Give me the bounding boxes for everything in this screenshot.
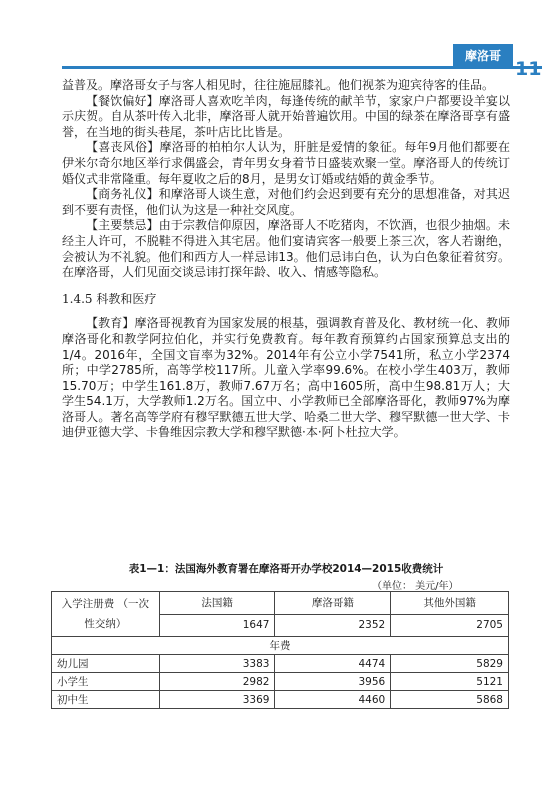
table-cell: 2982 bbox=[159, 673, 275, 691]
row-label: 幼儿园 bbox=[52, 655, 160, 673]
paragraph: 益普及。摩洛哥女子与客人相见时，往往施屈膝礼。他们视茶为迎宾待客的佳品。 bbox=[62, 78, 495, 92]
paragraph-business: 【商务礼仪】和摩洛哥人谈生意，对他们约会迟到要有充分的思想准备，对其迟到不要有责怪，他们认为这是一种社交风度。 bbox=[62, 187, 510, 217]
paragraph-dining: 【餐饮偏好】摩洛哥人喜欢吃羊肉，每逢传统的献羊节，家家户户都要设羊宴以示庆贺。自从茶叶传入北非，摩洛哥人就开始普遍饮用。中国的绿茶在摩洛哥享有盛誉，在当地的街头巷尾，茶叶店比比皆是。 bbox=[62, 93, 510, 139]
table-cell: 4474 bbox=[275, 655, 391, 673]
page-number: 11 bbox=[515, 58, 542, 80]
header-rule bbox=[62, 66, 542, 69]
table-cell: 1647 bbox=[159, 614, 275, 637]
table-cell: 5121 bbox=[391, 673, 509, 691]
table-cell: 3383 bbox=[159, 655, 275, 673]
fee-table bbox=[51, 591, 509, 709]
table-cell: 5868 bbox=[391, 691, 509, 709]
registration-header: 入学注册费 （一次性交纳） bbox=[52, 592, 160, 637]
col-header-moroccan: 摩洛哥籍 bbox=[275, 592, 391, 615]
table-unit: （单位： 美元/年） bbox=[372, 581, 459, 592]
table-cell: 5829 bbox=[391, 655, 509, 673]
table-row bbox=[52, 655, 509, 673]
row-label: 小学生 bbox=[52, 673, 160, 691]
row-label: 初中生 bbox=[52, 691, 160, 709]
paragraph-customs: 【喜丧风俗】摩洛哥的柏柏尔人认为，肝脏是爱情的象征。每年9月他们都要在伊米尔奇尔地区举行求偶盛会，青年男女身着节日盛装欢聚一堂。摩洛哥人的传统订婚仪式非常隆重。每年夏收之后的8月，是男女订婚或结婚的黄金季节。 bbox=[62, 140, 510, 186]
table-caption: 表1—1：法国海外教育署在摩洛哥开办学校2014—2015收费统计 bbox=[128, 563, 444, 575]
table-cell: 2352 bbox=[275, 614, 391, 637]
col-header-french: 法国籍 bbox=[159, 592, 275, 615]
col-header-other: 其他外国籍 bbox=[391, 592, 509, 615]
paragraph-taboos: 【主要禁忌】由于宗教信仰原因，摩洛哥人不吃猪肉，不饮酒，也很少抽烟。未经主人许可，不脱鞋不得进入其宅居。他们宴请宾客一般要上茶三次，客人若谢绝，会被认为不礼貌。他们和西方人一样忌讳13。他们忌讳白色，认为白色象征着贫穷。在摩洛哥，人们见面交谈忌讳打探年龄、收入、情感等隐私。 bbox=[62, 218, 510, 280]
annual-fee-label: 年费 bbox=[52, 637, 509, 655]
table-cell: 3369 bbox=[159, 691, 275, 709]
table-row bbox=[52, 691, 509, 709]
table-cell: 2705 bbox=[391, 614, 509, 637]
header-section-label: 摩洛哥 bbox=[453, 44, 513, 68]
paragraph-education: 【教育】摩洛哥视教育为国家发展的根基，强调教育普及化、教材统一化、教师摩洛哥化和教学阿拉伯化，并实行免费教育。每年教育预算约占国家预算总支出的1/4。2016年，全国文盲率为32%。2014年有公立小学7541所，私立小学2374所；中学2785所，高等学校117所。儿童入学率99.6%。在校小学生403万，教师15.70万；中学生161.8万，教师7.67万名；高中1605所，高中生98.81万人；大学生54.1万，大学教师1.2万名。国立中、小学教师已全部摩洛哥化，教师97%为摩洛哥人。著名高等学府有穆罕默德五世大学、哈桑二世大学、穆罕默德一世大学、卡迪伊亚德大学、卡鲁维因宗教大学和穆罕默德·本·阿卜杜拉大学。 bbox=[62, 316, 510, 440]
table-cell: 3956 bbox=[275, 673, 391, 691]
table-cell: 4460 bbox=[275, 691, 391, 709]
section-heading: 1.4.5 科教和医疗 bbox=[62, 291, 157, 306]
table-row bbox=[52, 637, 509, 655]
body-text bbox=[62, 78, 510, 441]
table-row bbox=[52, 673, 509, 691]
table-row bbox=[52, 592, 509, 615]
